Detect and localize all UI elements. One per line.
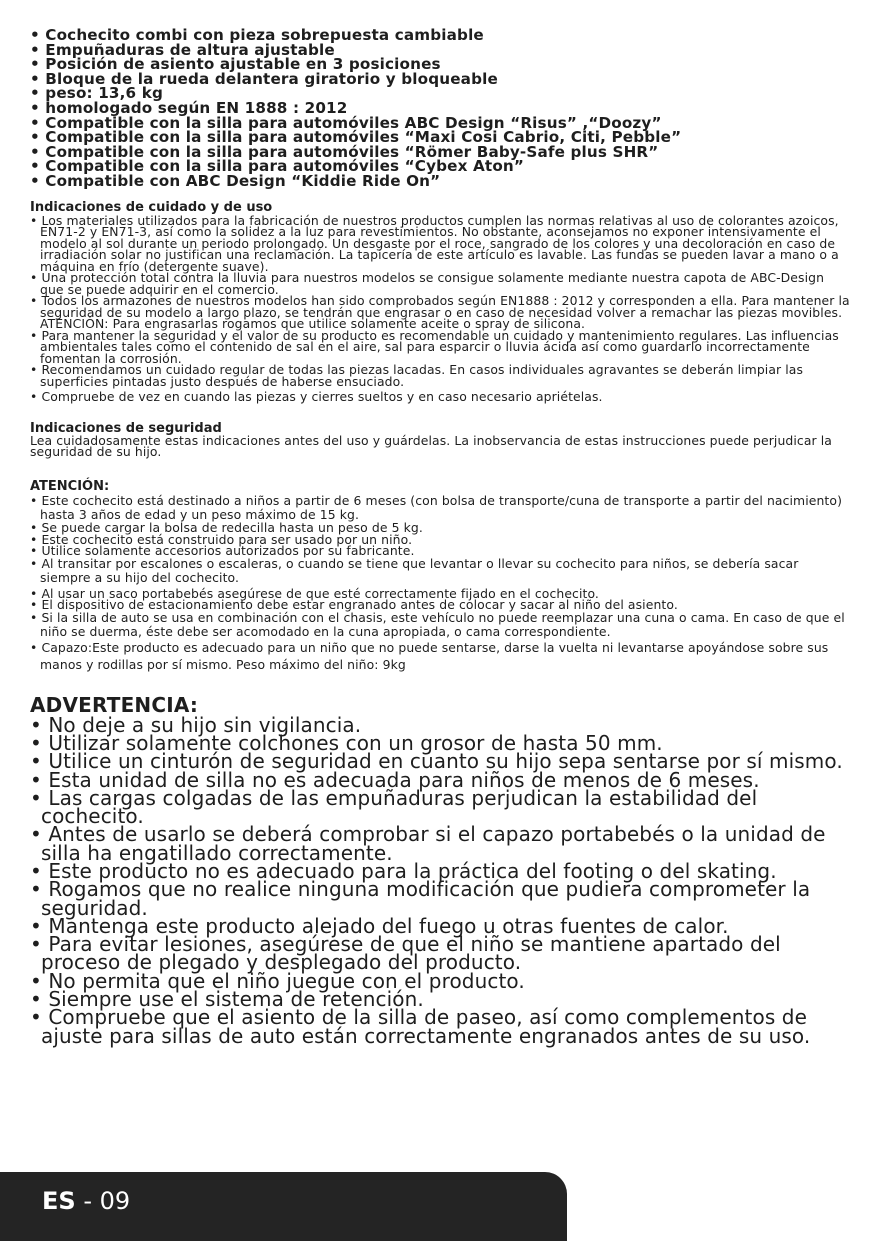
- warning-item: • Mantenga este producto alejado del fuego u otras fuentes de calor.: [30, 913, 729, 938]
- manual-page: [30, 26, 850, 1048]
- warning-item: • Para evitar lesiones, asegúrese de que el niño se mantiene apartado del proceso de plegado y desplegado del producto.: [30, 932, 781, 975]
- warning-item: • Esta unidad de silla no es adecuada para niños de menos de 6 meses.: [30, 767, 760, 792]
- care-item: • Una protección total contra la lluvia para nuestros modelos se consigue solamente mediante nuestra capota de ABC-Design que se puede adquirir en el comercio.: [30, 270, 825, 297]
- warning-item: • Rogamos que no realice ninguna modificación que pudiera comprometer la seguridad.: [30, 877, 811, 920]
- attention-item: • Se puede cargar la bolsa de redecilla hasta un peso de 5 kg.: [30, 520, 423, 536]
- care-item: • Los materiales utilizados para la fabricación de nuestros productos cumplen las normas relativas al uso de colorantes azoicos, EN71-2 y EN71-3, así como la solidez a la luz para revestimientos. No obstante, aconsejamos no exponer intensivamente el modelo al sol durante un periodo prolongado. Un desgaste por el roce, sangrado de los colores y una decoloración en caso de irradiación solar no justifican una reclamación. La tapicería de este artículo es lavable. Las fundas se pueden lavar a mano o a máquina en frío (detergente suave).: [30, 212, 839, 274]
- warning-list: [30, 712, 850, 1048]
- attention-item: • Este cochecito está construido para ser usado por un niño.: [30, 531, 413, 547]
- page-footer: [0, 1172, 567, 1241]
- feature-item: • Compatible con la silla para automóviles “Cybex Aton”: [30, 157, 524, 176]
- safety-heading: Indicaciones de seguridad: [30, 420, 222, 436]
- care-item: • Para mantener la seguridad y el valor de su producto es recomendable un cuidado y mantenimiento regulares. Las influencias ambientales tales como el contenido de sal en el aire, sal para esparcir o lluvia ácida así como guardarlo incorrectamente fomentan la corrosión.: [30, 327, 839, 366]
- attention-item: • Este cochecito está destinado a niños a partir de 6 meses (con bolsa de transporte/cuna de transporte a partir del nacimiento) hasta 3 años de edad y un peso máximo de 15 kg.: [30, 493, 843, 523]
- warning-item: • No deje a su hijo sin vigilancia.: [30, 712, 362, 737]
- feature-item: • homologado según EN 1888 : 2012: [30, 98, 348, 117]
- safety-section: [30, 420, 850, 460]
- attention-item: • Al transitar por escalones o escaleras, o cuando se tiene que levantar o llevar su cochecito para niños, se debería sacar siempre a su hijo del cochecito.: [30, 555, 799, 585]
- warning-item: • Siempre use el sistema de retención.: [30, 987, 424, 1012]
- care-section: [30, 201, 850, 403]
- feature-item: • Compatible con la silla para automóviles ABC Design “Risus” ,“Doozy”: [30, 113, 662, 132]
- feature-item: • Empuñaduras de altura ajustable: [30, 40, 335, 59]
- language-code: ES: [42, 1187, 76, 1215]
- attention-item: • Capazo:Este producto es adecuado para un niño que no puede sentarse, darse la vuelta ni levantarse apoyándose sobre sus manos y rodillas por sí mismo. Peso máximo del niño: 9kg: [30, 639, 829, 672]
- attention-item: • Si la silla de auto se usa en combinación con el chasis, este vehículo no puede reemplazar una cuna o cama. En caso de que el niño se duerma, éste debe ser acomodado en la cuna apropiada, o cama correspondiente.: [30, 609, 845, 639]
- page-separator: -: [75, 1187, 100, 1215]
- page-number: 09: [99, 1187, 131, 1215]
- feature-item: • Compatible con ABC Design “Kiddie Ride On”: [30, 171, 441, 190]
- care-item: • Recomendamos un cuidado regular de todas las piezas lacadas. En casos individuales agravantes se deberán limpiar las superficies pintadas justo después de haberse ensuciado.: [30, 362, 804, 389]
- warning-item: • No permita que el niño juegue con el producto.: [30, 968, 525, 993]
- attention-item: • Al usar un saco portabebés asegúrese de que esté correctamente fijado en el cochecito.: [30, 585, 599, 601]
- warning-item: • Compruebe que el asiento de la silla de paseo, así como complementos de ajuste para sillas de auto están correctamente engranados antes de su uso.: [30, 1005, 811, 1048]
- feature-list: [30, 28, 850, 189]
- feature-item: • Compatible con la silla para automóviles “Römer Baby-Safe plus SHR”: [30, 142, 659, 161]
- feature-item: • Cochecito combi con pieza sobrepuesta cambiable: [30, 26, 484, 44]
- warning-heading: ADVERTENCIA:: [30, 692, 199, 717]
- attention-item: • Utilice solamente accesorios autorizados por su fabricante.: [30, 543, 415, 559]
- attention-item: • El dispositivo de estacionamiento debe estar engranado antes de colocar y sacar al niño del asiento.: [30, 597, 678, 613]
- feature-item: • Bloque de la rueda delantera giratorio y bloqueable: [30, 69, 498, 88]
- attention-heading: ATENCIÓN:: [30, 479, 110, 495]
- care-item-text: • Todos los armazones de nuestros modelos han sido comprobados según EN1888 : 2012 y corresponden a ella. Para mantener la seguridad de su modelo a largo plazo, se tendrán que engrasar o en caso de necesidad volver a remachar las piezas movibles.: [30, 293, 850, 320]
- feature-item: • peso: 13,6 kg: [30, 84, 163, 103]
- warning-section: [30, 692, 850, 1048]
- attention-section: [30, 480, 850, 673]
- safety-text: Lea cuidadosamente estas indicaciones antes del uso y guárdelas. La inobservancia de estas instrucciones puede perjudicar la seguridad de su hijo.: [30, 432, 833, 460]
- feature-item: • Posición de asiento ajustable en 3 posiciones: [30, 55, 441, 74]
- care-list: [30, 212, 850, 405]
- attention-list: [30, 494, 850, 673]
- warning-item: • Antes de usarlo se deberá comprobar si el capazo portabebés o la unidad de silla ha engatillado correctamente.: [30, 822, 826, 865]
- feature-item: • Compatible con la silla para automóviles “Maxi Cosi Cabrio, Citi, Pebble”: [30, 128, 682, 147]
- care-attention-note: ATENCIÓN: Para engrasarlas rogamos que utilice solamente aceite o spray de silicona.: [40, 316, 586, 332]
- care-item-with-note: [30, 295, 850, 330]
- warning-item: • Las cargas colgadas de las empuñaduras perjudican la estabilidad del cochecito.: [30, 785, 758, 829]
- page-number-label: [42, 1186, 130, 1216]
- warning-item: • Utilice un cinturón de seguridad en cuanto su hijo sepa sentarse por sí mismo.: [30, 749, 843, 774]
- care-item: • Compruebe de vez en cuando las piezas y cierres sueltos y en caso necesario apriételas.: [30, 389, 603, 405]
- warning-item: • Utilizar solamente colchones con un grosor de hasta 50 mm.: [30, 730, 663, 755]
- care-heading: Indicaciones de cuidado y de uso: [30, 199, 273, 215]
- warning-item: • Este producto no es adecuado para la práctica del footing o del skating.: [30, 859, 777, 883]
